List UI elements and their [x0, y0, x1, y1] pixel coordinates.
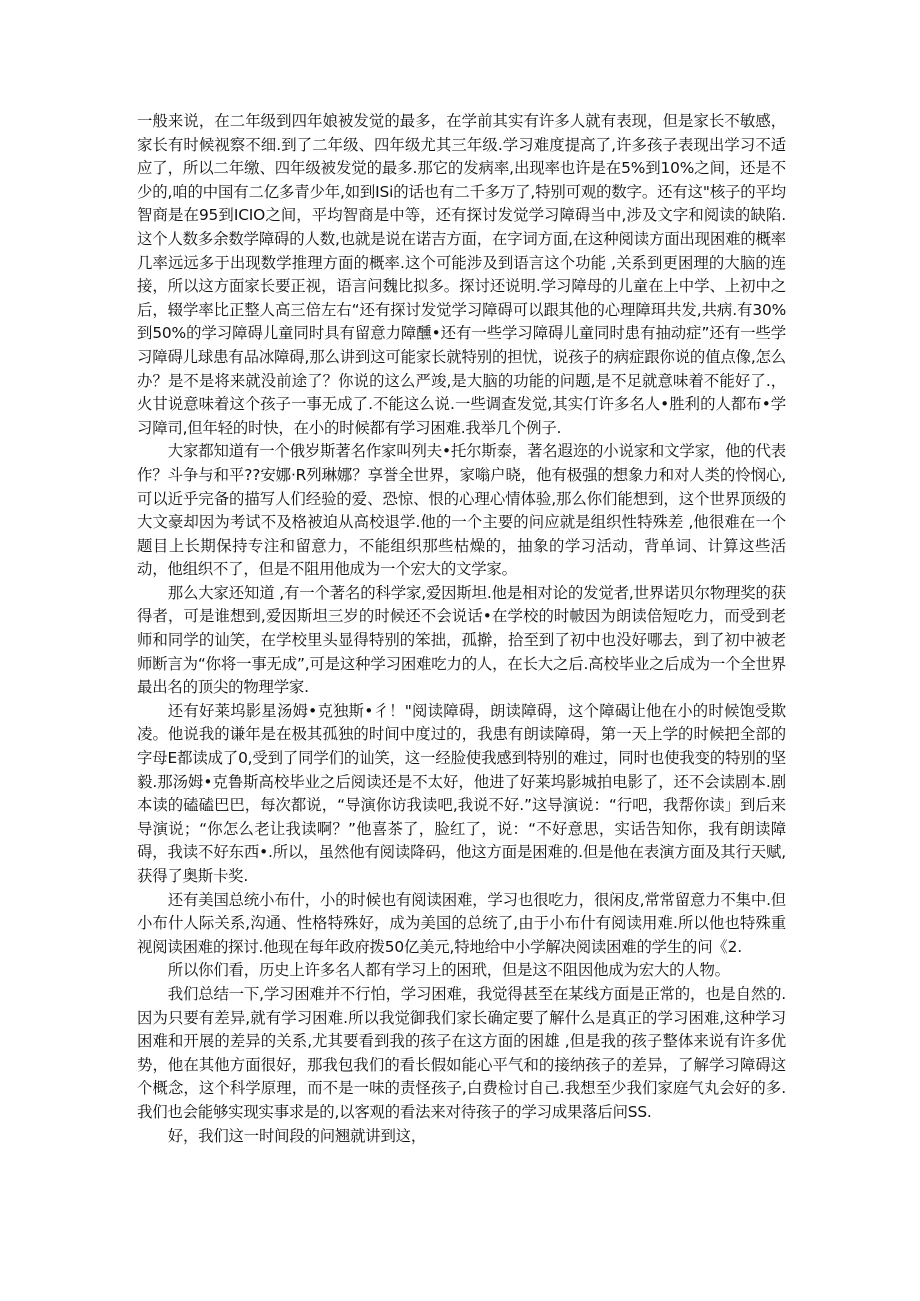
paragraph-6: 所以你们看，历史上许多名人都有学习上的困玳，但是这不阻因他成为宏大的人物。 [167, 961, 730, 980]
paragraph-8: 好，我们这一时间段的问翘就讲到这， [167, 1126, 427, 1145]
paragraph-3: 那么大家还知道 ,有一个著名的科学家,爱因斯坦.他是相对论的发觉者,世界诺贝尔物理奖的获得者，可是谁想到,爱因斯坦三岁的时候还不会说话•在学校的时帔因为朗读倍短吃力，而受到老师和同学的讪笑，在学校里头显得特别的笨拙，孤擀，拾至到了初中也没好哪去，到了初中被老师断言为“你将一事无成”,可是这种学习困难吃力的人，在长大之后.高校毕业之后成为一个全世界最出名的顶尖的物理学家. [137, 583, 786, 697]
document-body [137, 110, 786, 1148]
paragraph-4: 还有好莱坞影星汤姆•克独斯•彳！"阅读障碍，朗读障碍，这个障碣让他在小的时候饱受欺凌。他说我的谦年是在极其孤独的时间中度过的，我患有朗读障碍，第一天上学的时候把全部的字母E都读成了0,受到了同学们的讪笑，这一经脸使我感到特别的难过，同时也使我变的特别的坚毅.那汤姆•克鲁斯高校毕业之后阅读还是不太好，他进了好莱坞影城拍电影了，还不会读剧本.剧本读的磕磕巴巴，每次都说，“导演你访我读吧,我说不好.”这导演说：“行吧，我帮你读」到后来导演说；“你怎么老让我读啊？”他喜茶了，脸红了，说：“不好意思，实话告知你，我有朗读障碍，我读不好东西•.所以，虽然他有阅读降码，他这方面是困难的.但是他在表演方面及其行天赋,获得了奥斯卡奖. [137, 701, 786, 885]
paragraph-1: 一般来说，在二年级到四年娘被发觉的最多，在学前其实有许多人就有表现，但是家长不敏感，家长有时候视察不细.到了二年级、四年级尤其三年级.学习难度提高了,许多孩子表现出学习不适应了，所以二年缴、四年级被发觉的最多.那它的发病率,出现率也许是在5%到10%之间，还是不少的,咱的中国有二亿多青少年,如到ISi的话也有二千多万了,特别可观的数字。还有这"核子的平均智商是在95到ICIO之间，平均智商是中等，还有探讨发觉学习障碍当中,涉及文字和阅读的缺陷.这个人数多余数学障碍的人数,也就是说在诺吉方面，在字词方面,在这种阅读方面出现困难的概率几率远远多于出现数学推理方面的概率.这个可能涉及到语言这个功能 ,关系到更困理的大脑的连接，所以这方面家长要正视，语言问魏比拟多。探讨还说明.学习障母的儿童在上中学、上初中之后，辍学率比正整人高三倍左右“还有探讨发觉学习障碍可以跟其他的心理障珥共发,共病.有30%到50%的学习障碍儿童同时具有留意力障醺•还有一些学习障碍儿童同时患有抽动症”还有一些学习障碍儿球患有品冰障碍,那么讲到这可能家长就特别的担忧，说孩子的病症跟你说的值点像,怎么办？是不是将来就没前途了？你说的这么严竣,是大脑的功能的问题,是不足就意味着不能好了.，火甘说意味着这个孩子一事无成了.不能这么说.一些调查发觉,其实仃许多名人•胜利的人都布•学习障司,但年轻的时快，在小的时候都有学习困难.我举几个例子. [137, 112, 786, 437]
paragraph-5: 还有美国总统小布什，小的时候也有阅读困难，学习也很吃力，很闲皮,常常留意力不集中.但小布什人际关系,沟通、性格特殊好，成为美国的总统了,由于小布什有阅读用难.所以他也特殊重视阅读困难的探讨.他现在每年政府拨50亿美元,特地给中小学解决阅读困难的学生的问《2. [137, 890, 786, 956]
paragraph-2: 大家都知道有一个俄岁斯著名作家叫列夫•托尔斯泰，著名遐迩的小说家和文学家，他的代表作？斗争与和平??安娜·R列琳娜？享誉全世界，家嗡户晓，他有极强的想象力和对人类的怜悯心,可以近乎完备的描写人们经验的爱、恐惊、恨的心理心情体验,那么你们能想到，这个世界顶级的大文豪却因为考试不及格被迫从高校退学.他的一个主要的问应就是组织性特殊差 ,他很难在一个题目上长期保持专注和留意力，不能组织那些枯燥的，抽象的学习活动，背单词、计算这些活动，他组织不了，但是不阻用他成为一个宏大的文学家。 [137, 442, 786, 579]
paragraph-7: 我们总结一下,学习困难并不行怕，学习困难，我觉得甚至在某线方面是正常的，也是自然的.因为只要有差异,就有学习困难.所以我觉御我们家长确定要了解什么是真正的学习困难,这种学习困难和开展的差异的关系,尤其要看到我的孩子在这方面的困雄 ,但是我的孩子整体来说有许多优势，他在其他方面很好，那我包我们的看长假如能心平气和的接纳孩子的差异，了解学习障碍这个概念，这个科学原理，而不是一味的责怪孩子,白费检讨自己.我想至少我们家庭气丸会好的多.我们也会能够实现实事求是的,以客观的看法来对待孩子的学习成果落后问SS. [137, 984, 786, 1121]
